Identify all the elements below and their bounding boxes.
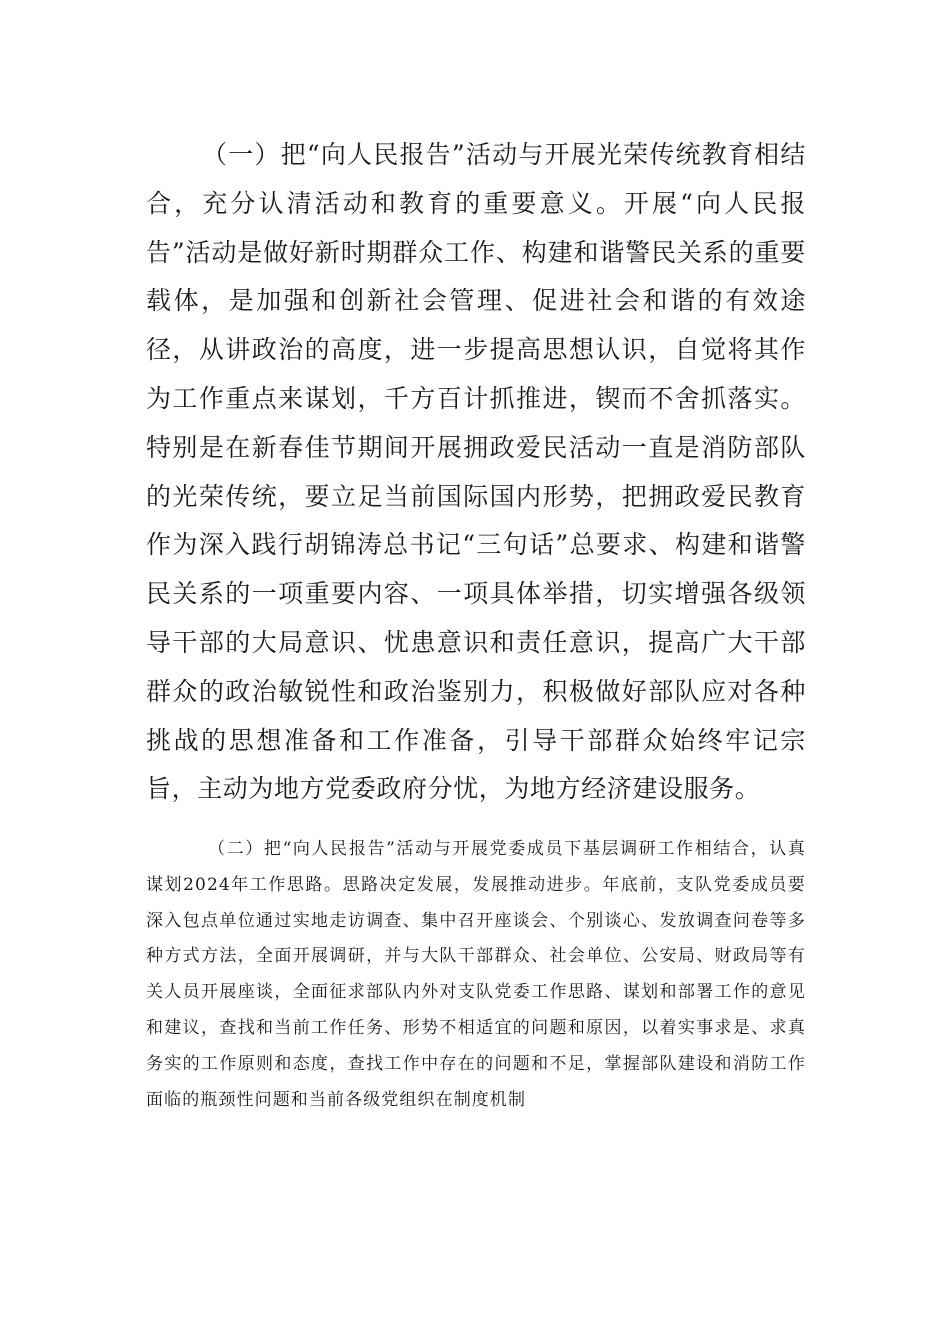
paragraph-1: （一）把“向人民报告”活动与开展光荣传统教育相结合，充分认清活动和教育的重要意义。开展“向人民报告”活动是做好新时期群众工作、构建和谐警民关系的重要载体，是加强和创新社会管理、促进社会和谐的有效途径，从讲政治的高度，进一步提高思想认识，自觉将其作为工作重点来谋划，千方百计抓推进，锲而不舍抓落实。特别是在新春佳节期间开展拥政爱民活动一直是消防部队的光荣传统，要立足当前国际国内形势，把拥政爱民教育作为深入践行胡锦涛总书记“三句话”总要求、构建和谐警民关系的一项重要内容、一项具体举措，切实增强各级领导干部的大局意识、忧患意识和责任意识，提高广大干部群众的政治敏锐性和政治鉴别力，积极做好部队应对各种挑战的思想准备和工作准备，引导干部群众始终牢记宗旨，主动为地方党委政府分忧，为地方经济建设服务。 bbox=[146, 140, 806, 804]
paragraph-2: （二）把“向人民报告”活动与开展党委成员下基层调研工作相结合，认真谋划2024年工作思路。思路决定发展，发展推动进步。年底前，支队党委成员要深入包点单位通过实地走访调查、集中召开座谈会、个别谈心、发放调查问卷等多种方式方法，全面开展调研，并与大队干部群众、社会单位、公安局、财政局等有关人员开展座谈，全面征求部队内外对支队党委工作思路、谋划和部署工作的意见和建议，查找和当前工作任务、形势不相适宜的问题和原因，以着实事求是、求真务实的工作原则和态度，查找工作中存在的问题和不足，掌握部队建设和消防工作面临的瓶颈性问题和当前各级党组织在制度机制 bbox=[146, 839, 806, 1110]
